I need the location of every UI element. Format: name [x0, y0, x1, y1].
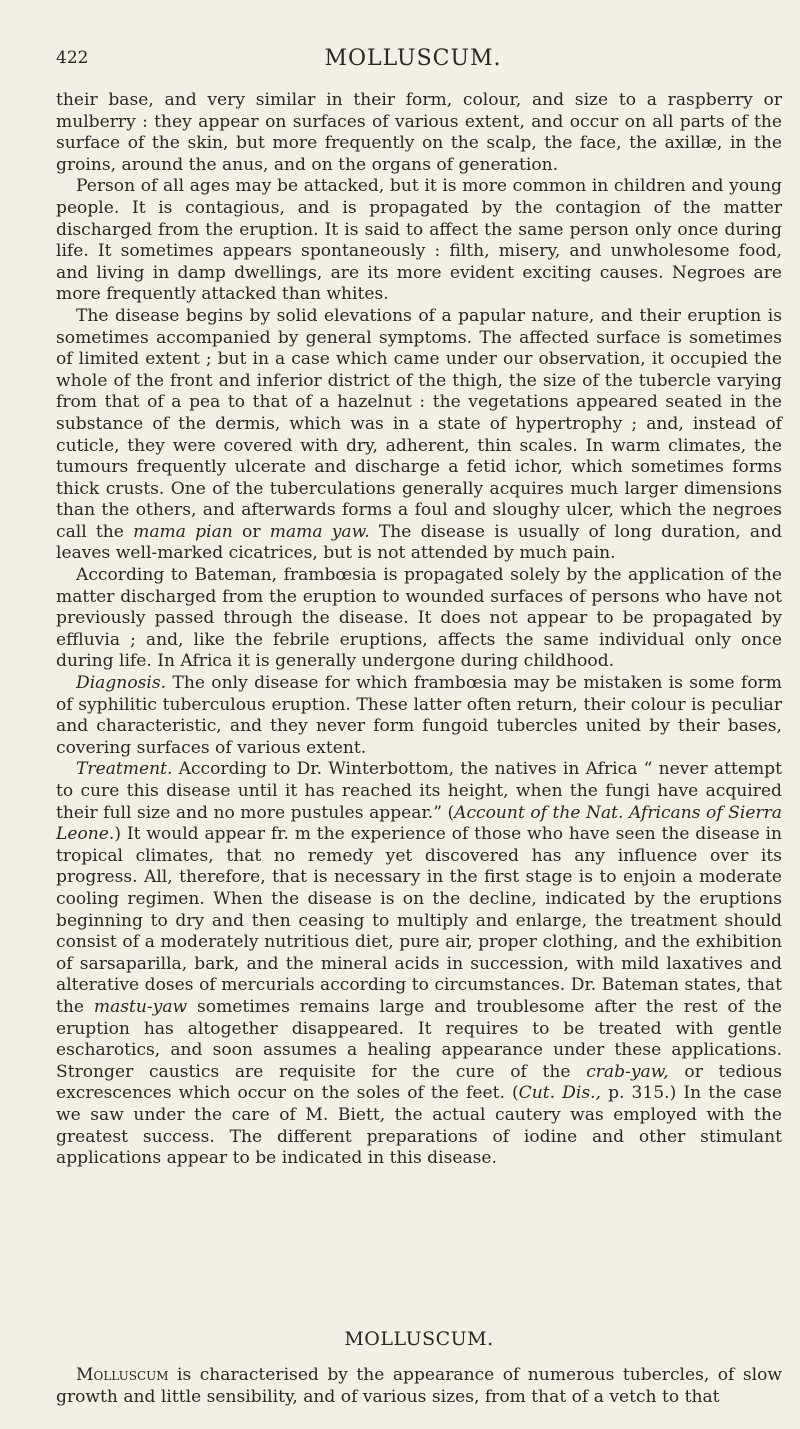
symptoms-tail: The disease is usually of long duration, and leaves well-marked cicatrices, but is not attended by much pain.: [56, 521, 783, 564]
term-mama-pian: mama pian: [133, 521, 233, 542]
paragraph-treatment: [56, 759, 782, 1169]
molluscum-paragraph: [56, 1365, 782, 1408]
page-number: 422: [56, 48, 89, 68]
diagnosis-label: Diagnosis.: [76, 673, 167, 694]
term-crab-yaw: crab-yaw,: [586, 1061, 669, 1082]
section-title: MOLLUSCUM.: [344, 1328, 494, 1350]
paragraph-diagnosis: [56, 673, 782, 759]
diagnosis-text: The only disease for which frambœsia may be mistaken is some form of syphilitic tuberculous eruption. These latter often return, their colour is peculiar and characteristic, and they never form fungoid tubercles united by their bases, covering surfaces of various extent.: [56, 673, 783, 758]
treatment-text-d: or tedious excrescences which occur on the soles of the feet. (: [56, 1061, 783, 1104]
treatment-text-b: ) It would appear fr. m the experience of those who have seen the disease in tropical climates, that no remedy yet discovered has any influence over its progress. All, therefore, that is necessary in the first stage is to enjoin a moderate cooling regimen. When the disease is on the decline, indicated by the eruptions beginning to dry and then ceasing to multiply and enlarge, the treatment should consist of a moderately nutritious diet, pure air, proper clothing, and the exhibition of sarsaparilla, bark, and the mineral acids in succession, with mild laxatives and alterative doses of mercurials according to circumstances. Dr. Bateman states, that the: [56, 824, 782, 1017]
treatment-text-a: According to Dr. Winterbottom, the natives in Africa “ never attempt to cure this disease until it has reached its height, when the fungi have acquired their full size and no more pustules appear.” (: [56, 759, 782, 823]
body-text: [56, 90, 782, 1170]
page-header: [56, 46, 770, 76]
symptoms-or: or: [242, 521, 261, 542]
term-mama-yaw: mama yaw.: [269, 521, 370, 542]
paragraph-contagion: Person of all ages may be attacked, but it is more common in children and young people. It is contagious, and is propagated by the contagion of the matter discharged from the eruption. It is said to affect the same person only once during life. It sometimes appears spontaneously : filth, misery, and unwholesome food, and living in damp dwellings, are its more evident exciting causes. Negroes are more frequently attacked than whites.: [56, 176, 782, 305]
term-mastu-yaw: mastu-yaw: [93, 996, 188, 1017]
treatment-citation-2: Cut. Dis.,: [518, 1083, 601, 1104]
treatment-label: Treatment.: [76, 759, 173, 780]
section-intro: [56, 1365, 782, 1408]
molluscum-text: is characterised by the appearance of numerous tubercles, of slow growth and little sensibility, and of various sizes, from that of a vetch to that: [56, 1365, 782, 1407]
paragraph-bateman: According to Bateman, frambœsia is propagated solely by the application of the matter discharged from the eruption to wounded surfaces of persons who have not previously passed through the disease. It does not appear to be propagated by effluvia ; and, like the febrile eruptions, affects the same individual only once during life. In Africa it is generally undergone during childhood.: [56, 565, 782, 672]
running-head: MOLLUSCUM.: [324, 46, 502, 71]
symptoms-text: The disease begins by solid elevations of a papular nature, and their eruption is sometimes accompanied by general symptoms. The affected surface is sometimes of limited extent ; but in a case which came under our observation, it occupied the whole of the front and inferior district of the thigh, the size of the tubercle varying from that of a pea to that of a hazelnut : the vegetations appeared seated in the substance of the dermis, which was in a state of hypertrophy ; and, instead of cuticle, they were covered with dry, adherent, thin scales. In warm climates, the tumours frequently ulcerate and discharge a fetid ichor, which sometimes forms thick crusts. One of the tuberculations generally acquires much larger dimensions than the others, and afterwards forms a foul and sloughy ulcer, which the negroes call the: [56, 305, 782, 542]
treatment-text-e: p. 315.) In the case we saw under the care of M. Biett, the actual cautery was employed with the greatest success. The different preparations of iodine and other stimulant applications appear to be indicated in this disease.: [56, 1083, 783, 1169]
treatment-citation: Account of the Nat. Africans of Sierra Leone.: [56, 802, 782, 845]
paragraph-symptoms: [56, 306, 782, 565]
molluscum-lead-word: Molluscum: [76, 1365, 169, 1385]
treatment-text-c: sometimes remains large and troublesome after the rest of the eruption has altogether disappeared. It requires to be treated with gentle escharotics, and soon assumes a healing appearance under these applications. Stronger caustics are requisite for the cure of the: [56, 996, 782, 1082]
paragraph-continuation: their base, and very similar in their form, colour, and size to a raspberry or mulberry : they appear on surfaces of various extent, and occur on all parts of the surface of the skin, but more frequently on the scalp, the face, the axillæ, in the groins, around the anus, and on the organs of generation.: [56, 90, 782, 175]
